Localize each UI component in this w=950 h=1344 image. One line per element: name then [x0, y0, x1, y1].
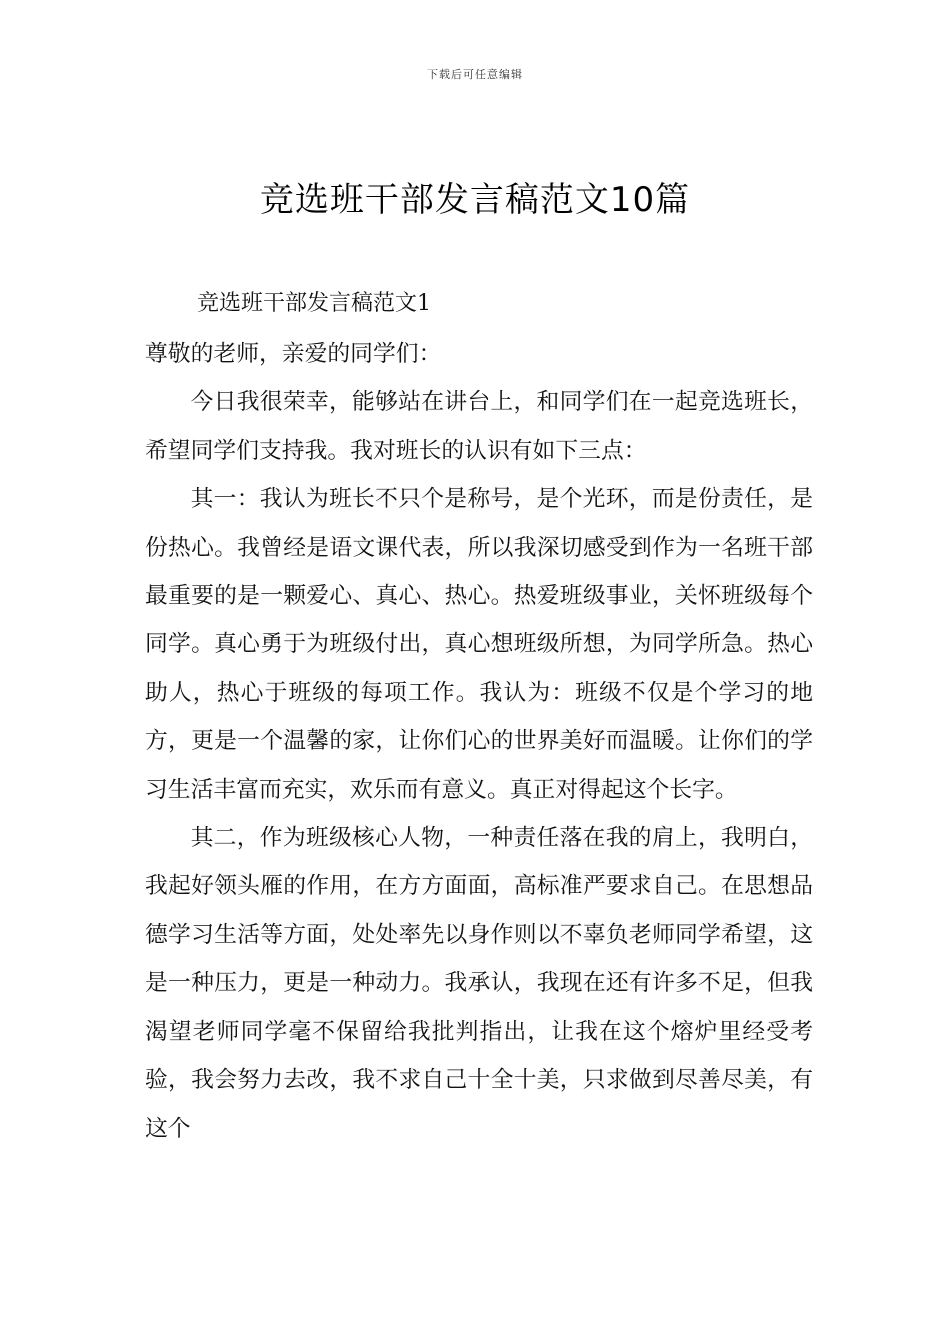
header-note: 下载后可任意编辑: [427, 68, 523, 81]
salutation: 尊敬的老师，亲爱的同学们：: [145, 341, 442, 367]
paragraph-1: 今日我很荣幸，能够站在讲台上，和同学们在一起竞选班长，希望同学们支持我。我对班长的认识有如下三点：: [145, 389, 813, 464]
section-heading: 竞选班干部发言稿范文1: [197, 291, 431, 316]
document-title: 竞选班干部发言稿范文10篇: [259, 180, 691, 220]
paragraph-3: 其二，作为班级核心人物，一种责任落在我的肩上，我明白，我起好领头雁的作用，在方方面面，高标准严要求自己。在思想品德学习生活等方面，处处率先以身作则以不辜负老师同学希望，这是一种压力，更是一种动力。我承认，我现在还有许多不足，但我渴望老师同学毫不保留给我批判指出，让我在这个熔炉里经受考验，我会努力去改，我不求自己十全十美，只求做到尽善尽美，有这个: [145, 825, 813, 1142]
document-body: [145, 330, 813, 1153]
paragraph-2: 其一：我认为班长不只个是称号，是个光环，而是份责任，是份热心。我曾经是语文课代表，所以我深切感受到作为一名班干部最重要的是一颗爱心、真心、热心。热爱班级事业，关怀班级每个同学。真心勇于为班级付出，真心想班级所想，为同学所急。热心助人，热心于班级的每项工作。我认为：班级不仅是个学习的地方，更是一个温馨的家，让你们心的世界美好而温暖。让你们的学习生活丰富而充实，欢乐而有意义。真正对得起这个长字。: [145, 486, 813, 803]
